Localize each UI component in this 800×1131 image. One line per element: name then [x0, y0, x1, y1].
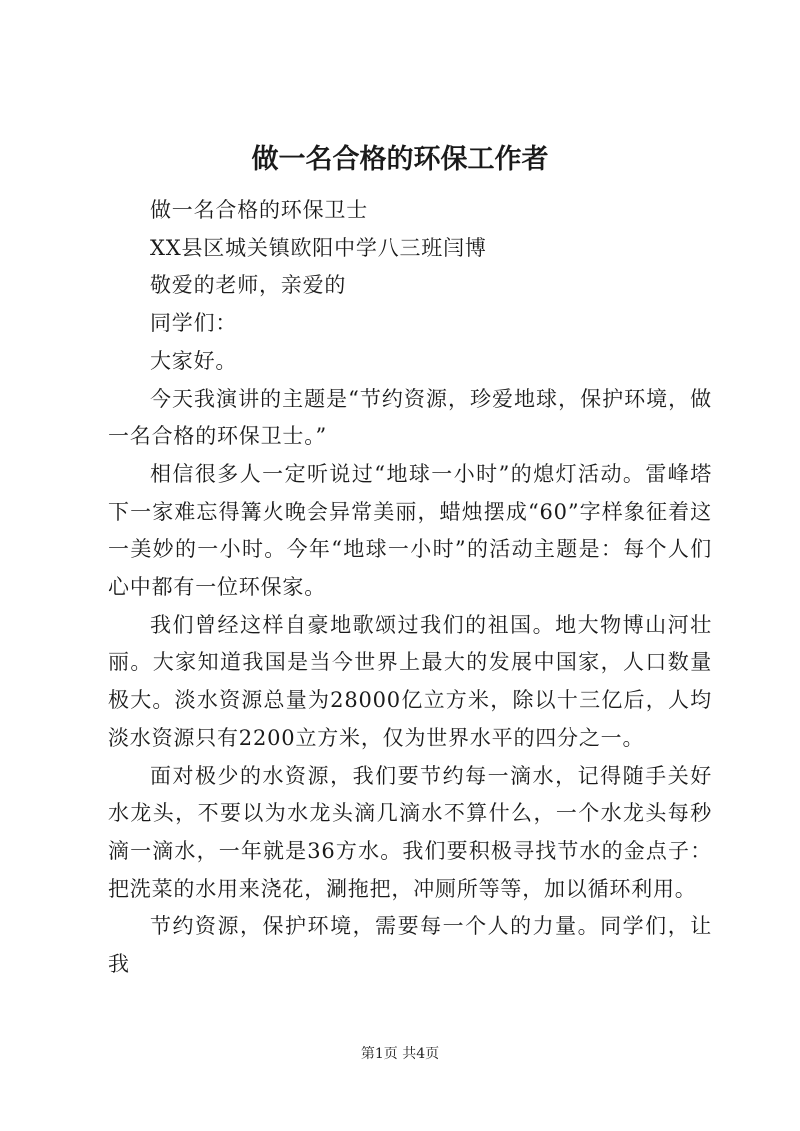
- paragraph-greeting: 大家好。: [150, 348, 238, 373]
- paragraph-conclusion: 节约资源，保护环境，需要每一个人的力量。同学们，让我: [108, 914, 712, 977]
- page-footer: 第1页 共4页: [360, 1046, 440, 1062]
- paragraph-salutation: 敬爱的老师，亲爱的: [150, 273, 347, 298]
- paragraph-save-water: 面对极少的水资源，我们要节约每一滴水，记得随手关好水龙头，不要以为水龙头滴几滴水不算什么，一个水龙头每秒滴一滴水，一年就是36方水。我们要积极寻找节水的金点子：把洗菜的水用来浇花，涮拖把，冲厕所等等，加以循环利用。: [108, 763, 712, 901]
- paragraph-subtitle: 做一名合格的环保卫士: [150, 198, 368, 222]
- document-title: 做一名合格的环保工作者: [251, 144, 549, 175]
- paragraph-water-resources: 我们曾经这样自豪地歌颂过我们的祖国。地大物博山河壮丽。大家知道我国是当今世界上最大的发展中国家，人口数量极大。淡水资源总量为28000亿立方米，除以十三亿后，人均淡水资源只有2200立方米，仅为世界水平的四分之一。: [108, 612, 712, 750]
- paragraph-salutation-cont: 同学们：: [150, 311, 238, 336]
- paragraph-earth-hour: 相信很多人一定听说过“地球一小时”的熄灯活动。雷峰塔下一家难忘得篝火晚会异常美丽，蜡烛摆成“60”字样象征着这一美妙的一小时。今年“地球一小时”的活动主题是：每个人们心中都有一位环保家。: [108, 461, 712, 600]
- document-body: [108, 192, 712, 984]
- paragraph-author: XX县区城关镇欧阳中学八三班闫博: [150, 235, 487, 260]
- paragraph-topic: 今天我演讲的主题是“节约资源，珍爱地球，保护环境，做一名合格的环保卫士。”: [108, 386, 712, 449]
